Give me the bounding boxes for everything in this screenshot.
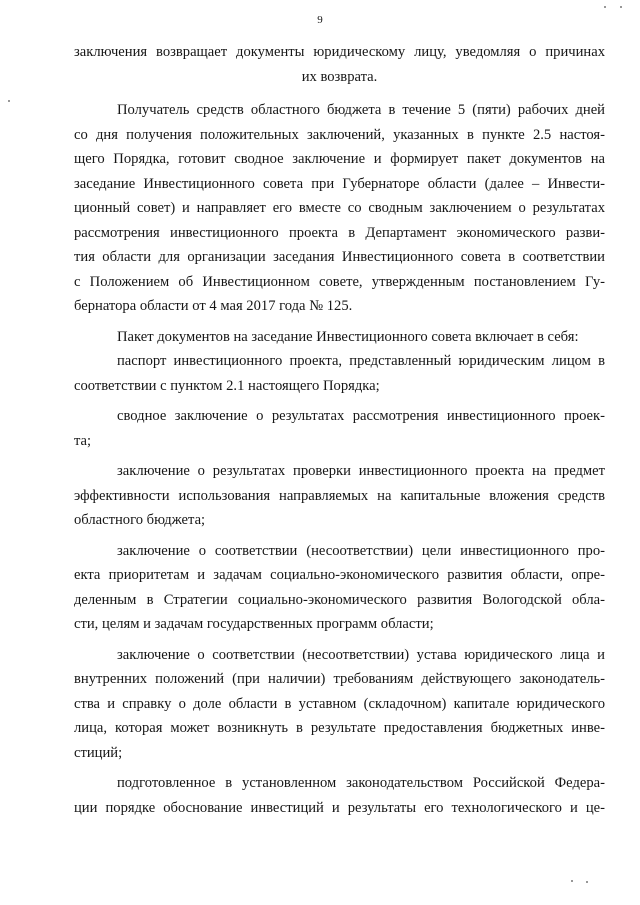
text-line: Пакет документов на заседание Инвестиционного совета включает в себя: (117, 328, 579, 345)
list-item-charter-conclusion (74, 643, 605, 766)
text-line: ции порядке обоснование инвестиций и результаты его технологического и це- (74, 799, 605, 816)
text-line: заключение о результатах проверки инвестиционного проекта на предмет (117, 463, 605, 479)
text-line: заключение о соответствии (несоответствии) устава юридического лица и (117, 646, 605, 663)
scan-speck (620, 6, 622, 8)
paragraph-package-intro (74, 325, 605, 350)
text-line: бернатора области от 4 мая 2017 года № 125. (74, 298, 353, 314)
page-number: 9 (317, 14, 323, 26)
text-line: со дня получения положительных заключений, указанных в пункте 2.5 настоя- (74, 126, 605, 143)
paragraph-summary-conclusion (74, 98, 605, 319)
list-item-project-passport (74, 349, 605, 398)
text-line: деленным в Стратегии социально-экономического развития Вологодской обла- (74, 591, 605, 608)
paragraph-return-of-documents (74, 40, 605, 89)
text-line: та; (74, 432, 92, 449)
document-body (74, 40, 605, 820)
scan-speck (604, 6, 606, 8)
scan-speck (8, 100, 10, 102)
scan-speck (571, 880, 573, 882)
list-item-investment-justification (74, 771, 605, 820)
text-line: их возврата. (301, 68, 378, 85)
scan-speck (586, 881, 588, 883)
text-line: ства и справку о доле области в уставном (складочном) капитале юридического (74, 695, 605, 712)
text-line: заключения возвращает документы юридическому лицу, уведомляя о причинах (74, 44, 605, 60)
text-line: паспорт инвестиционного проекта, представленный юридическим лицом в (117, 353, 605, 369)
text-line: тия области для организации заседания Инвестиционного совета в соответствии (74, 249, 605, 265)
text-line: подготовленное в установленном законодательством Российской Федера- (117, 775, 605, 791)
text-line: щего Порядка, готовит сводное заключение и формирует пакет документов на (74, 151, 605, 167)
list-item-priorities-conclusion (74, 539, 605, 637)
list-item-summary-conclusion (74, 404, 605, 453)
text-line: ционный совет) и направляет его вместе со сводным заключением о результатах (74, 200, 605, 216)
text-line: рассмотрения инвестиционного проекта в Департамент экономического разви- (74, 224, 605, 241)
text-line: лица, которая может возникнуть в результате предоставления бюджетных инве- (74, 720, 605, 736)
text-line: с Положением об Инвестиционном совете, утвержденным постановлением Гу- (74, 273, 605, 290)
text-line: заключение о соответствии (несоответствии) цели инвестиционного про- (117, 542, 605, 559)
text-line: сти, целям и задачам государственных программ области; (74, 616, 434, 632)
text-line: внутренних положений (при наличии) требованиям действующего законодатель- (74, 671, 605, 687)
text-line: эффективности использования направляемых на капитальные вложения средств (74, 487, 605, 504)
text-line: областного бюджета; (74, 512, 206, 528)
list-item-efficiency-conclusion (74, 459, 605, 533)
text-line: сводное заключение о результатах рассмотрения инвестиционного проек- (117, 408, 605, 424)
text-line: соответствии с пунктом 2.1 настоящего Порядка; (74, 377, 380, 394)
text-line: стиций; (74, 744, 123, 761)
text-line: екта приоритетам и задачам социально-экономического развития области, опре- (74, 567, 605, 583)
text-line: Получатель средств областного бюджета в течение 5 (пяти) рабочих дней (117, 102, 605, 118)
text-line: заседание Инвестиционного совета при Губернаторе области (далее – Инвести- (74, 175, 605, 192)
